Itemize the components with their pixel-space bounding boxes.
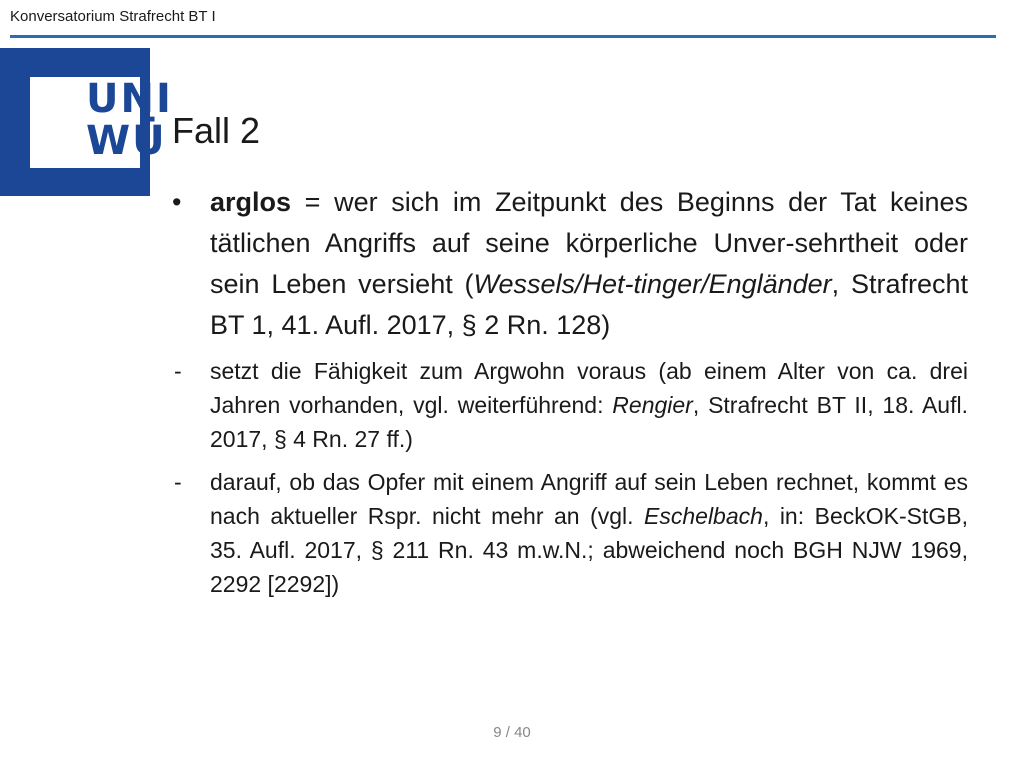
sub-item-argwohn bbox=[172, 354, 968, 456]
slide-title: Fall 2 bbox=[172, 110, 261, 151]
header-divider bbox=[10, 35, 996, 38]
header-title: Konversatorium Strafrecht BT I bbox=[10, 8, 216, 25]
bullet-marker: • bbox=[172, 187, 182, 217]
definition-text: = wer sich im Zeitpunkt des Beginns der Tat keines tätlichen Angriffs auf seine körperliche Unver-sehrtheit oder sein Leben versieht ( bbox=[210, 187, 968, 299]
citation-text: , Strafrecht BT 1, 41. Aufl. 2017, § 2 Rn. 128) bbox=[210, 269, 968, 340]
citation-author: Eschelbach bbox=[644, 503, 763, 529]
logo-text-uni: UNI bbox=[86, 76, 173, 122]
citation-authors: Wessels/Het-tinger/Engländer bbox=[473, 269, 832, 299]
university-logo bbox=[0, 48, 173, 196]
citation-text: , Strafrecht BT II, 18. Aufl. 2017, § 4 Rn. 27 ff.) bbox=[210, 392, 968, 452]
logo-text-wue: WÜ bbox=[86, 118, 167, 164]
sub-item-rspr bbox=[172, 465, 968, 601]
page-number: 9 / 40 bbox=[493, 724, 531, 741]
logo-inner bbox=[30, 76, 173, 168]
dash-marker: - bbox=[174, 358, 182, 384]
bullet-item-arglos bbox=[172, 182, 968, 346]
sub-item-text: darauf, ob das Opfer mit einem Angriff auf sein Leben rechnet, kommt es nach aktueller Rspr. nicht mehr an (vgl. bbox=[210, 469, 968, 529]
sub-item-text: setzt die Fähigkeit zum Argwohn voraus (ab einem Alter von ca. drei Jahren vorhanden, vgl. weiterführend: bbox=[210, 358, 968, 418]
citation-author: Rengier bbox=[612, 392, 693, 418]
slide-content bbox=[172, 182, 968, 610]
citation-text: , in: BeckOK-StGB, 35. Aufl. 2017, § 211 Rn. 43 m.w.N.; abweichend noch BGH NJW 1969, 2292 [2292]) bbox=[210, 503, 968, 597]
dash-marker: - bbox=[174, 469, 182, 495]
term-arglos: arglos bbox=[210, 187, 292, 217]
